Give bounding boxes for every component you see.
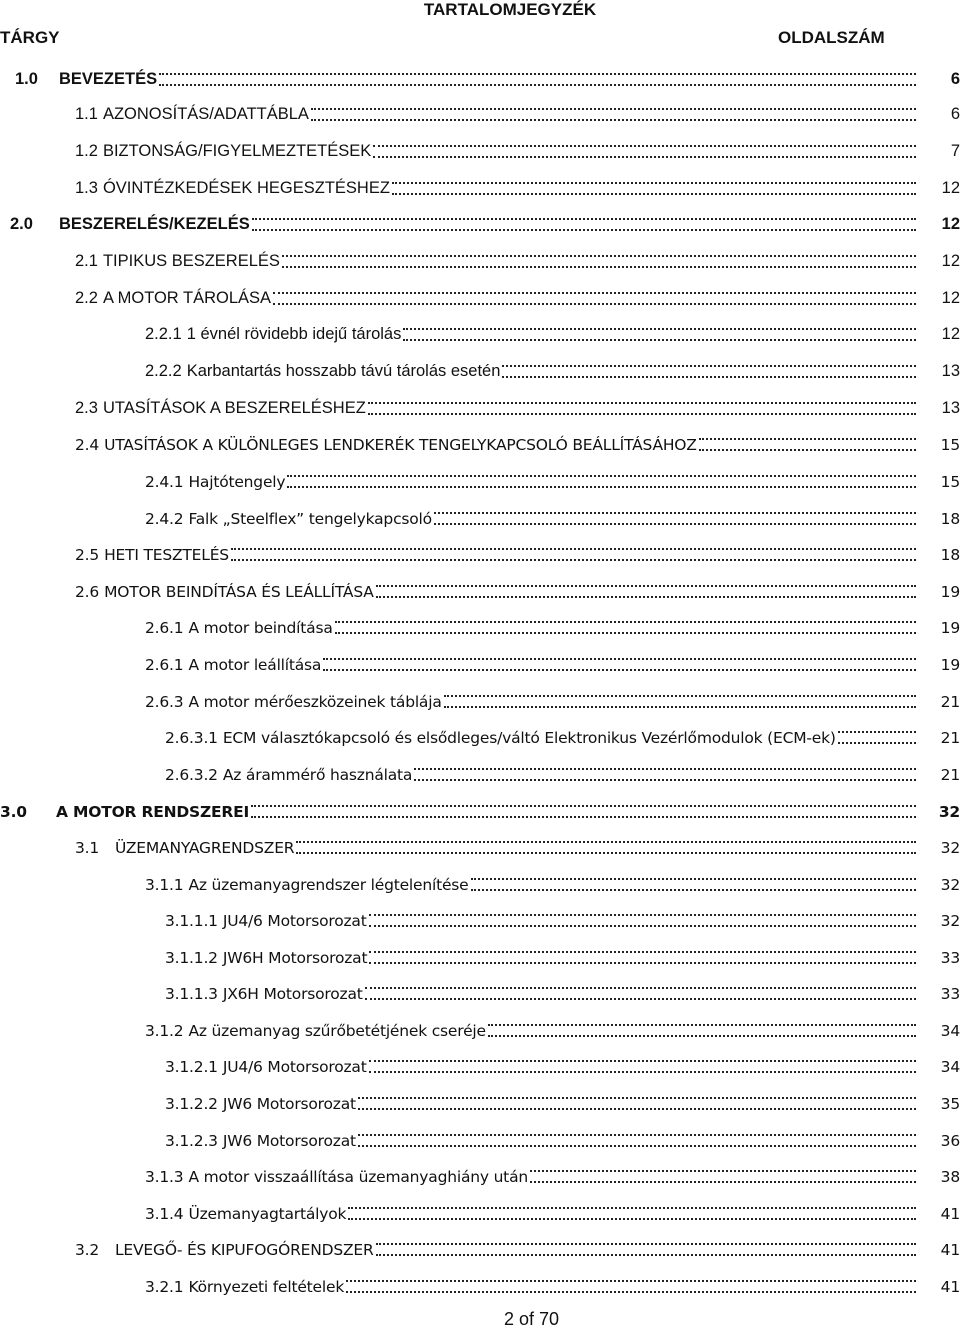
toc-entry[interactable]: [145, 685, 960, 711]
toc-entry-number: 2.6.3.1: [165, 729, 218, 747]
dot-leader: [296, 841, 916, 854]
dot-leader: [376, 585, 916, 598]
toc-entry-title: TIPIKUS BESZERELÉS: [102, 252, 280, 270]
toc-entry[interactable]: [165, 977, 960, 1003]
toc-entry-page: 21: [940, 766, 960, 784]
toc-entry-number: 3.1.2.2: [165, 1095, 218, 1113]
toc-entry-title: Falk „Steelflex” tengelykapcsoló: [188, 510, 432, 528]
page-number-column-header: OLDALSZÁM: [778, 28, 885, 47]
toc-entry[interactable]: [165, 1087, 960, 1113]
toc-entry-title: JW6 Motorsorozat: [222, 1095, 356, 1113]
toc-entry-page: 6: [950, 70, 960, 88]
toc-entry[interactable]: [145, 868, 960, 894]
toc-entry[interactable]: [145, 465, 960, 491]
toc-entry-page: 12: [941, 325, 960, 343]
toc-entry-number: 3.1.1.2: [165, 949, 218, 967]
toc-entry-page: 12: [941, 252, 960, 270]
toc-entry-number: 3.1.1.1: [165, 912, 218, 930]
toc-entry[interactable]: [75, 282, 960, 308]
toc-entry-title: Az árammérő használata: [222, 766, 413, 784]
toc-entry-title: Üzemanyagtartályok: [188, 1205, 347, 1223]
toc-entry-number: 2.6.3.2: [165, 766, 218, 784]
dot-leader: [373, 145, 916, 158]
toc-entry-page: 13: [941, 399, 960, 417]
dot-leader: [252, 218, 916, 231]
dot-leader: [471, 878, 916, 891]
dot-leader: [159, 73, 916, 86]
dot-leader: [369, 914, 916, 927]
toc-entry-page: 12: [941, 215, 960, 233]
toc-entry[interactable]: [145, 502, 960, 528]
dot-leader: [251, 805, 916, 818]
toc-title: TARTALOMJEGYZÉK: [423, 0, 597, 19]
toc-entry-number: 3.1.3: [145, 1168, 184, 1186]
toc-entry-page: 33: [940, 949, 960, 967]
toc-entry-number: 2.2.2: [145, 362, 182, 380]
toc-entry-number: 2.6.1: [145, 619, 184, 637]
toc-entry-page: 21: [940, 729, 960, 747]
dot-leader: [838, 731, 916, 744]
dot-leader: [369, 1060, 916, 1073]
toc-entry[interactable]: [165, 941, 960, 967]
toc-entry-title: A motor beindítása: [188, 619, 333, 637]
dot-leader: [434, 512, 916, 525]
toc-entry-page: 15: [940, 436, 960, 454]
toc-entry-page: 41: [940, 1278, 960, 1296]
toc-entry[interactable]: [165, 758, 960, 784]
toc-entry[interactable]: [145, 648, 960, 674]
toc-entry-page: 38: [940, 1168, 960, 1186]
dot-leader: [348, 1207, 916, 1220]
toc-entry-title: A motor mérőeszközeinek táblája: [188, 693, 442, 711]
toc-entry-number: 3.2.1: [145, 1278, 184, 1296]
dot-leader: [376, 1243, 916, 1256]
toc-entry[interactable]: [75, 172, 960, 198]
toc-entry-page: 15: [940, 473, 960, 491]
dot-leader: [502, 365, 916, 378]
toc-entry-title: JX6H Motorsorozat: [222, 985, 363, 1003]
toc-entry-title: A motor visszaállítása üzemanyaghiány után: [188, 1168, 528, 1186]
toc-entry-title: JU4/6 Motorsorozat: [222, 1058, 367, 1076]
toc-entry-page: 19: [940, 583, 960, 601]
dot-leader: [414, 768, 916, 781]
toc-entry[interactable]: [145, 1014, 960, 1040]
toc-entry-number: 1.3: [75, 179, 98, 197]
toc-entry-page: 18: [940, 510, 960, 528]
dot-leader: [282, 255, 916, 268]
toc-entry-page: 13: [941, 362, 960, 380]
dot-leader: [444, 695, 916, 708]
toc-entry-number: 3.0: [0, 803, 27, 821]
toc-entry-page: 34: [940, 1022, 960, 1040]
dot-leader: [392, 182, 916, 195]
toc-entry[interactable]: [165, 1050, 960, 1076]
toc-entry[interactable]: [75, 98, 960, 124]
toc-entry[interactable]: [0, 795, 960, 821]
toc-entry[interactable]: [75, 575, 960, 601]
toc-entry[interactable]: [145, 318, 960, 344]
toc-entry-number: 3.1.1.3: [165, 985, 218, 1003]
toc-entry-number: 3.1.2.3: [165, 1132, 218, 1150]
dot-leader: [323, 658, 916, 671]
toc-entry[interactable]: [145, 1160, 960, 1186]
toc-entry-page: 34: [940, 1058, 960, 1076]
toc-entry-title: A motor leállítása: [188, 656, 322, 674]
toc-entry[interactable]: [75, 135, 960, 161]
toc-entry-page: 12: [941, 289, 960, 307]
toc-entry-page: 19: [940, 656, 960, 674]
toc-entry-number: 2.3: [75, 399, 98, 417]
toc-entry[interactable]: [75, 392, 960, 418]
toc-entry-page: 32: [940, 876, 960, 894]
toc-entry-title: Hajtótengely: [188, 473, 286, 491]
toc-entry-page: 12: [941, 179, 960, 197]
toc-entry-page: 18: [940, 546, 960, 564]
dot-leader: [365, 987, 916, 1000]
dot-leader: [358, 1134, 916, 1147]
toc-entry-number: 3.2: [75, 1241, 100, 1259]
dot-leader: [369, 951, 916, 964]
toc-entry-number: 3.1: [75, 839, 100, 857]
toc-entry-number: 2.2: [75, 289, 98, 307]
toc-entry-number: 1.0: [15, 70, 38, 88]
toc-entry-page: 33: [940, 985, 960, 1003]
toc-entry[interactable]: [75, 1233, 960, 1259]
toc-entry[interactable]: [75, 538, 960, 564]
toc-entry-page: 41: [940, 1205, 960, 1223]
toc-entry-title: UTASÍTÁSOK A BESZERELÉSHEZ: [102, 399, 366, 417]
toc-entry-title: ÜZEMANYAGRENDSZER: [115, 839, 295, 857]
toc-entry-title: JW6 Motorsorozat: [222, 1132, 356, 1150]
toc-entry-number: 1.1: [75, 105, 98, 123]
toc-entry[interactable]: [165, 721, 960, 747]
toc-entry[interactable]: [75, 245, 960, 271]
toc-entry[interactable]: [10, 208, 960, 234]
toc-entry-title: Környezeti feltételek: [188, 1278, 345, 1296]
toc-entry[interactable]: [145, 1270, 960, 1296]
toc-entry-number: 3.1.2: [145, 1022, 184, 1040]
dot-leader: [368, 402, 916, 415]
toc-entry-page: 19: [940, 619, 960, 637]
toc-entry-number: 2.6: [75, 583, 100, 601]
toc-entry[interactable]: [75, 831, 960, 857]
page-footer: 2 of 70: [503, 1309, 560, 1329]
dot-leader: [403, 328, 916, 341]
subject-column-header: TÁRGY: [0, 28, 60, 47]
toc-entry-number: 2.6.1: [145, 656, 184, 674]
toc-entry-title: Karbantartás hosszabb távú tárolás esetén: [186, 362, 501, 380]
toc-entry-number: 2.4: [75, 436, 100, 454]
toc-entry-title: BIZTONSÁG/FIGYELMEZTETÉSEK: [102, 142, 372, 160]
toc-entry-title: Az üzemanyag szűrőbetétjének cseréje: [188, 1022, 486, 1040]
toc-entry-number: 3.1.2.1: [165, 1058, 218, 1076]
toc-entry-page: 7: [950, 142, 960, 160]
toc-entry-number: 2.6.3: [145, 693, 184, 711]
toc-entry-title: HETI TESZTELÉS: [104, 546, 229, 564]
toc-entry[interactable]: [145, 355, 960, 381]
toc-entry-page: 21: [940, 693, 960, 711]
toc-entry-number: 3.1.4: [145, 1205, 184, 1223]
dot-leader: [287, 475, 916, 488]
toc-entry-title: JU4/6 Motorsorozat: [222, 912, 367, 930]
toc-entry-page: 6: [950, 105, 960, 123]
toc-entry-page: 32: [938, 803, 960, 821]
toc-entry-page: 41: [940, 1241, 960, 1259]
toc-entry-title: ÓVINTÉZKEDÉSEK HEGESZTÉSHEZ: [102, 179, 390, 197]
toc-entry-title: A MOTOR RENDSZEREI: [56, 803, 250, 821]
toc-entry-number: 2.0: [10, 215, 33, 233]
dot-leader: [311, 108, 916, 121]
toc-entry-title: BEVEZETÉS: [59, 70, 158, 88]
toc-entry-page: 36: [940, 1132, 960, 1150]
toc-entry-number: 2.5: [75, 546, 100, 564]
dot-leader: [335, 621, 916, 634]
dot-leader: [530, 1170, 916, 1183]
toc-entry-number: 3.1.1: [145, 876, 184, 894]
toc-entry-title: ECM választókapcsoló és elsődleges/váltó Elektronikus Vezérlőmodulok (ECM-ek): [222, 729, 836, 747]
toc-entry-title: A MOTOR TÁROLÁSA: [102, 289, 272, 307]
toc-entry-title: BESZERELÉS/KEZELÉS: [59, 215, 250, 233]
toc-entry-number: 2.2.1: [145, 325, 182, 343]
toc-entry-page: 32: [940, 912, 960, 930]
toc-entry-number: 2.4.2: [145, 510, 184, 528]
dot-leader: [488, 1024, 916, 1037]
toc-entry[interactable]: [75, 428, 960, 454]
dot-leader: [273, 292, 916, 305]
dot-leader: [346, 1280, 916, 1293]
toc-entry-page: 35: [940, 1095, 960, 1113]
toc-entry[interactable]: [145, 1197, 960, 1223]
dot-leader: [699, 438, 916, 451]
toc-entry-title: UTASÍTÁSOK A KÜLÖNLEGES LENDKERÉK TENGELYKAPCSOLÓ BEÁLLÍTÁSÁHOZ: [104, 436, 697, 454]
toc-entry-title: JW6H Motorsorozat: [222, 949, 368, 967]
toc-entry-number: 2.1: [75, 252, 98, 270]
toc-entry-title: MOTOR BEINDÍTÁSA ÉS LEÁLLÍTÁSA: [104, 583, 374, 601]
toc-entry[interactable]: [15, 63, 960, 89]
toc-entry[interactable]: [165, 904, 960, 930]
toc-entry[interactable]: [165, 1124, 960, 1150]
dot-leader: [358, 1097, 916, 1110]
toc-entry-number: 2.4.1: [145, 473, 184, 491]
toc-entry-title: LEVEGŐ- ÉS KIPUFOGÓRENDSZER: [115, 1241, 374, 1259]
toc-entry[interactable]: [145, 611, 960, 637]
toc-entry-title: AZONOSÍTÁS/ADATTÁBLA: [102, 105, 309, 123]
dot-leader: [231, 548, 916, 561]
toc-entry-page: 32: [940, 839, 960, 857]
toc-entry-title: Az üzemanyagrendszer légtelenítése: [188, 876, 469, 894]
toc-entry-number: 1.2: [75, 142, 98, 160]
toc-entry-title: 1 évnél rövidebb idejű tárolás: [186, 325, 402, 343]
